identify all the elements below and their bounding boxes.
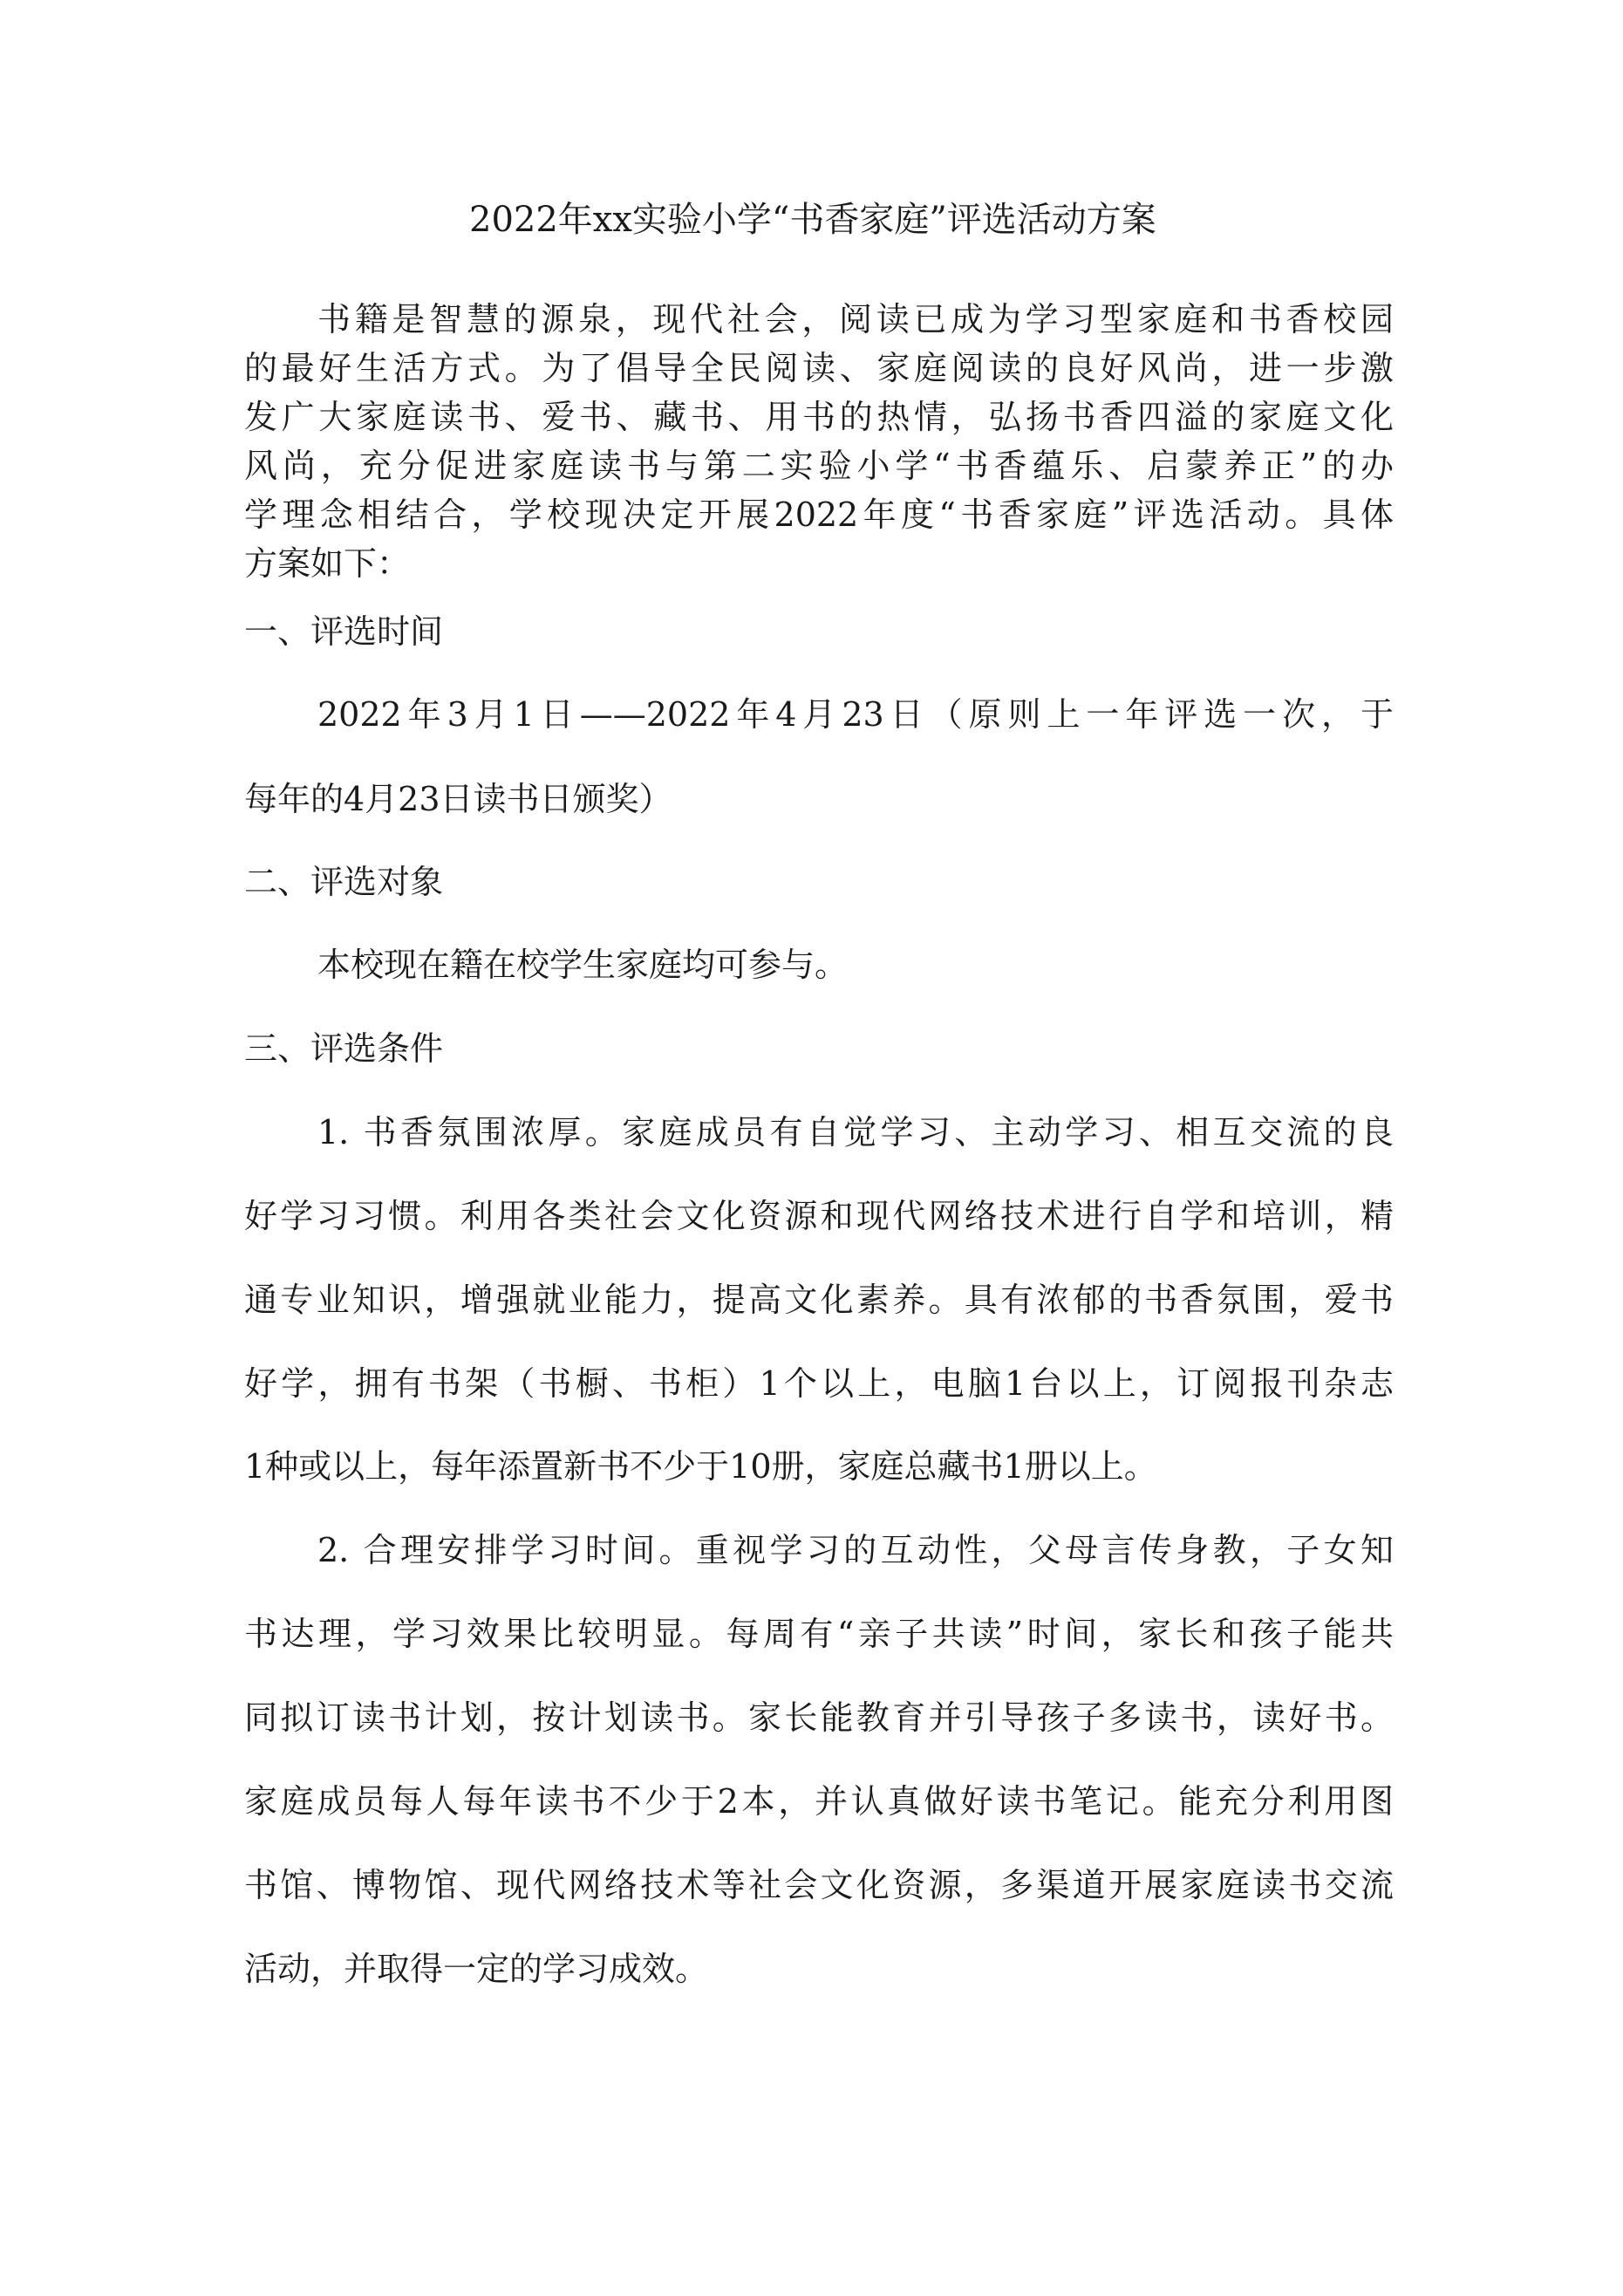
item1-line-5: 1种或以上，每年添置新书不少于10册，家庭总藏书1册以上。	[244, 1447, 1157, 1486]
intro-line-1: 书籍是智慧的源泉，现代社会，阅读已成为学习型家庭和书香校园	[317, 300, 1394, 338]
item2-line-1: 2. 合理安排学习时间。重视学习的互动性，父母言传身教，子女知	[317, 1531, 1394, 1569]
page-title: 2022年xx实验小学“书香家庭”评选活动方案	[469, 200, 1156, 240]
section3-heading: 三、评选条件	[244, 1029, 444, 1068]
item2-line-3: 同拟订读书计划，按计划读书。家长能教育并引导孩子多读书，读好书。	[244, 1698, 1394, 1737]
intro-line-4: 风尚，充分促进家庭读书与第二实验小学“书香蕴乐、启蒙养正”的办	[244, 447, 1394, 485]
item1-line-1: 1. 书香氛围浓厚。家庭成员有自觉学习、主动学习、相互交流的良	[317, 1113, 1394, 1151]
item1-line-4: 好学，拥有书架（书橱、书柜）1个以上，电脑1台以上，订阅报刊杂志	[244, 1364, 1394, 1403]
section2-line-1: 本校现在籍在校学生家庭均可参与。	[317, 946, 849, 984]
item2-line-4: 家庭成员每人每年读书不少于2本，并认真做好读书笔记。能充分利用图	[244, 1782, 1394, 1821]
section1-line-1: 2022年3月1日——2022年4月23日（原则上一年评选一次，于	[317, 695, 1394, 734]
section1-line-2: 每年的4月23日读书日颁奖）	[244, 780, 672, 818]
item1-line-3: 通专业知识，增强就业能力，提高文化素养。具有浓郁的书香氛围，爱书	[244, 1281, 1394, 1319]
item2-line-5: 书馆、博物馆、现代网络技术等社会文化资源，多渠道开展家庭读书交流	[244, 1866, 1394, 1904]
section2-heading: 二、评选对象	[244, 863, 444, 901]
intro-line-3: 发广大家庭读书、爱书、藏书、用书的热情，弘扬书香四溢的家庭文化	[244, 398, 1394, 436]
section1-heading: 一、评选时间	[244, 612, 444, 651]
intro-line-6: 方案如下：	[244, 544, 411, 583]
item2-line-6: 活动，并取得一定的学习成效。	[244, 1950, 709, 1988]
item1-line-2: 好学习习惯。利用各类社会文化资源和现代网络技术进行自学和培训，精	[244, 1197, 1394, 1235]
intro-line-5: 学理念相结合，学校现决定开展2022年度“书香家庭”评选活动。具体	[244, 495, 1394, 534]
item2-line-2: 书达理，学习效果比较明显。每周有“亲子共读”时间，家长和孩子能共	[244, 1615, 1394, 1653]
intro-line-2: 的最好生活方式。为了倡导全民阅读、家庭阅读的良好风尚，进一步激	[244, 349, 1394, 387]
